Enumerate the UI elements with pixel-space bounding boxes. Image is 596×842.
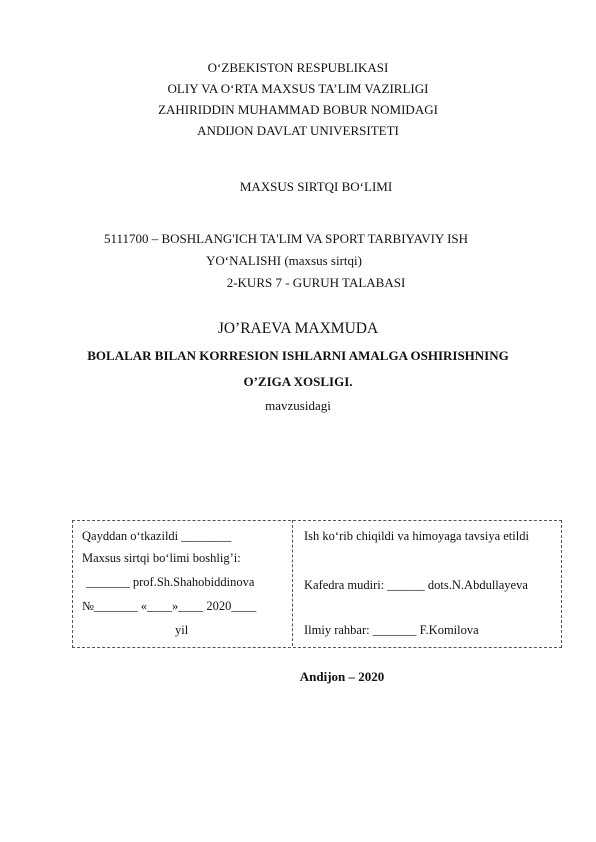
header-namesake: ZAHIRIDDIN MUHAMMAD BOBUR NOMIDAGI [158, 102, 438, 117]
head-title: Maxsus sirtqi bo‘limi boshlig’i: [82, 551, 241, 565]
year-label: yil [175, 623, 189, 637]
header-university: ANDIJON DAVLAT UNIVERSITETI [197, 123, 399, 138]
student-name: JO’RAEVA MAXMUDA [217, 320, 379, 337]
topic-suffix: mavzusidagi [265, 398, 331, 413]
accepted-line: Qayddan o‘tkazildi ________ [82, 529, 232, 543]
group-line: 2-KURS 7 - GURUH TALABASI [226, 275, 406, 290]
registration-number-date: №_______ «____»____ 2020____ [82, 599, 257, 613]
signature-divider [292, 520, 293, 646]
header-ministry: OLIY VA O‘RTA MAXSUS TA’LIM VAZIRLIGI [167, 81, 429, 96]
recommended-line: Ish ko‘rib chiqildi va himoyaga tavsiya etildi [304, 529, 529, 543]
chair-line: Kafedra mudiri: ______ dots.N.Abdullayeva [304, 578, 528, 592]
signature-block [72, 520, 562, 648]
topic-line-2: O’ZIGA XOSLIGI. [243, 374, 353, 389]
supervisor-line: Ilmiy rahbar: _______ F.Komilova [304, 623, 479, 637]
header-country: O‘ZBEKISTON RESPUBLIKASI [207, 60, 389, 75]
head-name: _______ prof.Sh.Shahobiddinova [86, 575, 255, 589]
topic-line-1: BOLALAR BILAN KORRESION ISHLARNI AMALGA OSHIRISHNING [87, 348, 509, 363]
program-line-2: YO‘NALISHI (maxsus sirtqi) [206, 253, 362, 268]
department-title: MAXSUS SIRTQI BO‘LIMI [239, 179, 393, 194]
footer-city-year: Andijon – 2020 [299, 669, 385, 684]
program-line-1: 5111700 – BOSHLANG'ICH TA'LIM VA SPORT TARBIYAVIY ISH [103, 231, 469, 246]
